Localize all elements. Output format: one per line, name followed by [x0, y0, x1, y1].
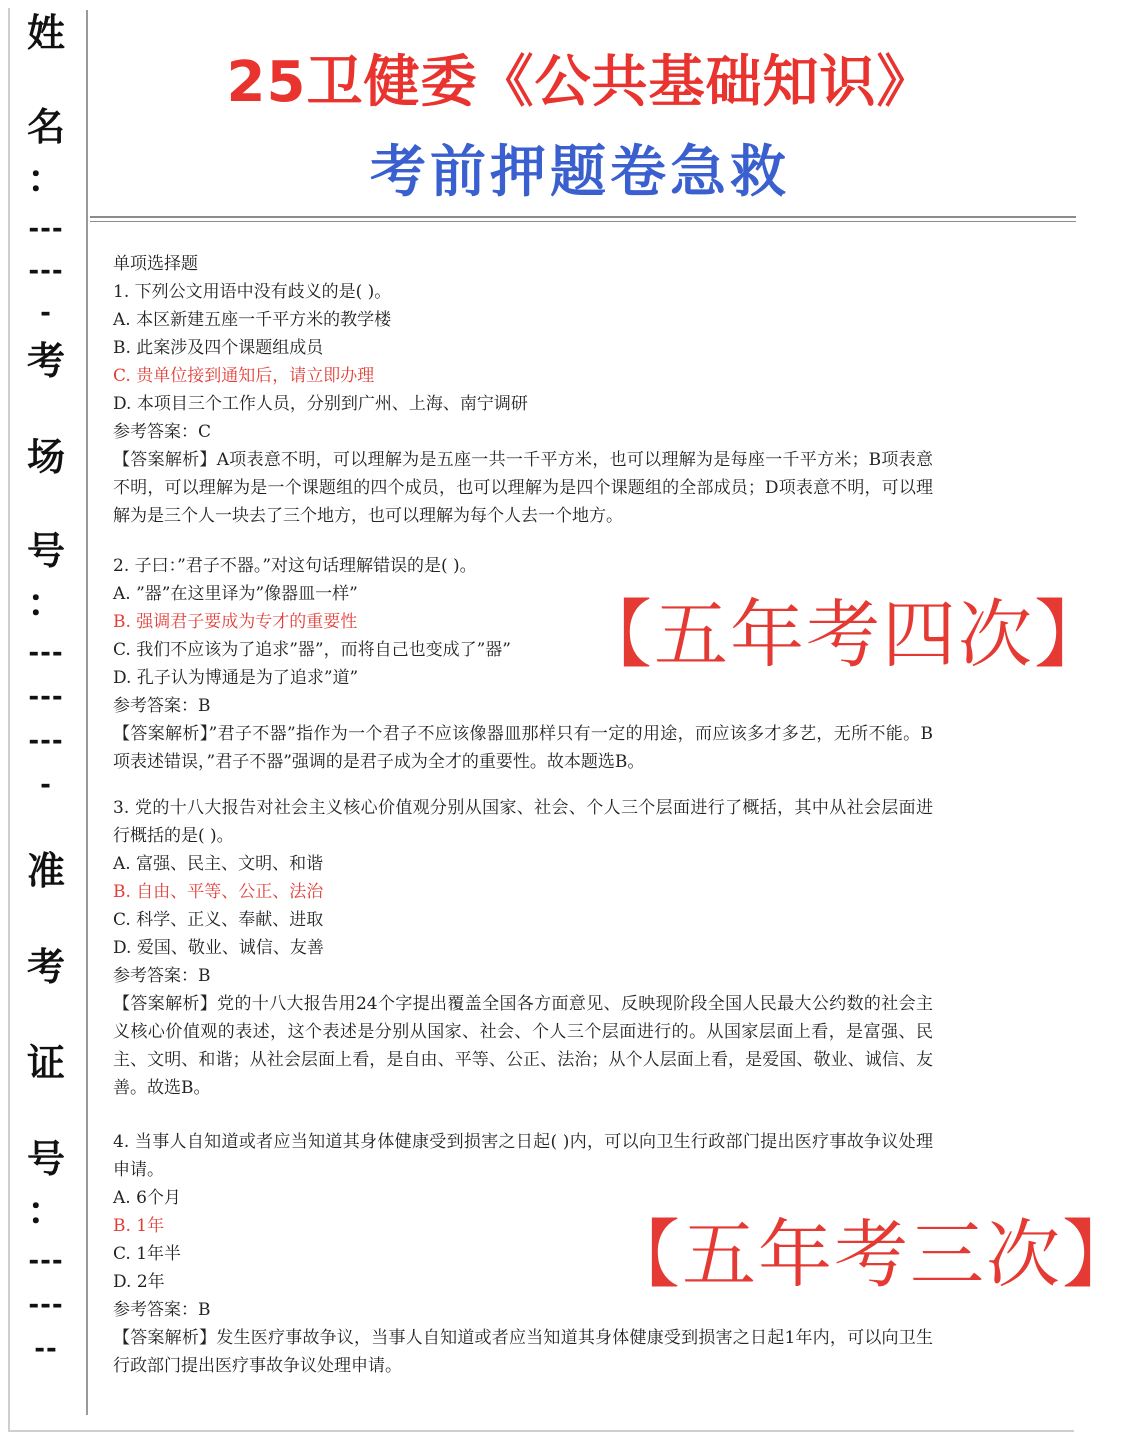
- binding-dash: -: [40, 298, 52, 328]
- answer-analysis: 【答案解析】发生医疗事故争议，当事人自知道或者应当知道其身体健康受到损害之日起1年内，可以向卫生行政部门提出医疗事故争议处理申请。: [113, 1328, 933, 1376]
- option-d: D. 孔子认为博通是为了追求”道”: [113, 668, 359, 688]
- page-subtitle: 考前押题卷急救: [370, 140, 790, 205]
- page-title: 25卫健委《公共基础知识》: [226, 50, 934, 115]
- binding-dash: ---: [28, 256, 64, 286]
- header-divider: [90, 216, 1076, 222]
- binding-dash: ---: [28, 726, 64, 756]
- option-b-correct: B. 强调君子要成为专才的重要性: [113, 612, 358, 632]
- option-a: A. 本区新建五座一千平方米的教学楼: [113, 310, 392, 330]
- question-stem: 4. 当事人自知道或者应当知道其身体健康受到损害之日起( )内，可以向卫生行政部门提出医疗事故争议处理申请。: [113, 1132, 933, 1180]
- binding-name-colon: ：: [26, 157, 65, 201]
- option-c: C. 1年半: [113, 1244, 182, 1264]
- question-list: [113, 250, 933, 1380]
- option-a: A. ”器”在这里译为”像器皿一样”: [113, 584, 358, 604]
- reference-answer: 参考答案：B: [113, 966, 211, 986]
- option-d: D. 本项目三个工作人员，分别到广州、上海、南宁调研: [113, 394, 528, 414]
- option-b-correct: B. 1年: [113, 1216, 165, 1236]
- question-stem: 2. 子曰：”君子不器。”对这句话理解错误的是( )。: [113, 556, 477, 576]
- question-stem: 3. 党的十八大报告对社会主义核心价值观分别从国家、社会、个人三个层面进行了概括，其中从社会层面进行概括的是( )。: [113, 798, 933, 846]
- section-title: 单项选择题: [113, 254, 198, 274]
- option-a: A. 6个月: [113, 1188, 181, 1208]
- option-b-correct: B. 自由、平等、公正、法治: [113, 882, 324, 902]
- option-a: A. 富强、民主、文明、和谐: [113, 854, 324, 874]
- option-c-correct: C. 贵单位接到通知后，请立即办理: [113, 366, 375, 386]
- question-3: [113, 794, 933, 1102]
- option-b: B. 此案涉及四个课题组成员: [113, 338, 324, 358]
- option-c: C. 我们不应该为了追求”器”，而将自己也变成了”器”: [113, 640, 511, 660]
- option-c: C. 科学、正义、奉献、进取: [113, 910, 324, 930]
- reference-answer: 参考答案：C: [113, 422, 212, 442]
- binding-dash: ---: [28, 1246, 64, 1276]
- binding-id-char-3: 证: [26, 1041, 65, 1085]
- binding-venue-colon: ：: [26, 581, 65, 625]
- binding-dash: -: [40, 770, 52, 800]
- option-d: D. 2年: [113, 1272, 165, 1292]
- answer-analysis: 【答案解析】A项表意不明，可以理解为是五座一共一千平方米，也可以理解为是每座一千平方米；B项表意不明，可以理解为是一个课题组的四个成员，也可以理解为是四个课题组的全部成员；D项表意不明，可以理解为是三个人一块去了三个地方，也可以理解为每个人去一个地方。: [113, 450, 933, 526]
- option-d: D. 爱国、敬业、诚信、友善: [113, 938, 324, 958]
- frequency-stamp-three-of-five: 【五年考三次】: [606, 1212, 1138, 1298]
- binding-dash: ---: [28, 682, 64, 712]
- reference-answer: 参考答案：B: [113, 696, 211, 716]
- question-1: [113, 278, 933, 530]
- binding-venue-char-2: 场: [26, 435, 65, 479]
- question-stem: 1. 下列公文用语中没有歧义的是( )。: [113, 282, 392, 302]
- binding-rule: [86, 10, 88, 1415]
- binding-dash: ---: [28, 1290, 64, 1320]
- binding-name-char-1: 姓: [26, 11, 65, 55]
- binding-id-char-2: 考: [26, 945, 65, 989]
- binding-name-char-2: 名: [26, 105, 65, 149]
- frequency-stamp-four-of-five: 【五年考四次】: [578, 592, 1110, 678]
- binding-venue-char-1: 考: [26, 339, 65, 383]
- binding-id-colon: ：: [26, 1189, 65, 1233]
- binding-dash: --: [34, 1334, 58, 1364]
- binding-dash: ---: [28, 214, 64, 244]
- binding-id-char-4: 号: [26, 1137, 65, 1181]
- binding-dash: ---: [28, 638, 64, 668]
- binding-id-char-1: 准: [26, 849, 65, 893]
- reference-answer: 参考答案：B: [113, 1300, 211, 1320]
- answer-analysis: 【答案解析】”君子不器”指作为一个君子不应该像器皿那样只有一定的用途，而应该多才多艺，无所不能。B项表述错误，”君子不器”强调的是君子成为全才的重要性。故本题选B。: [113, 724, 933, 772]
- binding-venue-char-3: 号: [26, 529, 65, 573]
- answer-analysis: 【答案解析】党的十八大报告用24个字提出覆盖全国各方面意见、反映现阶段全国人民最大公约数的社会主义核心价值观的表述，这个表述是分别从国家、社会、个人三个层面进行的。从国家层面上看，是富强、民主、文明、和谐；从社会层面上看，是自由、平等、公正、法治；从个人层面上看，是爱国、敬业、诚信、友善。故选B。: [113, 994, 933, 1098]
